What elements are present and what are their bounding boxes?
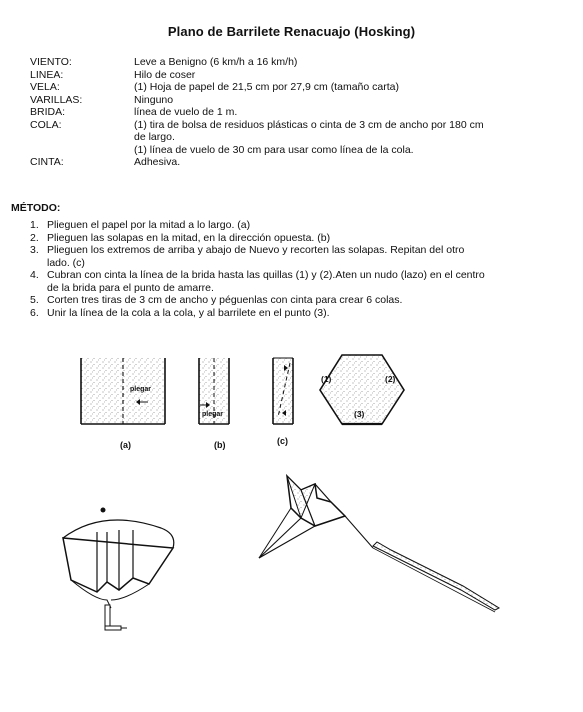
step-line: Cubran con cinta la línea de la brida hasta las quillas (1) y (2).Aten un nudo (lazo) en el centro <box>47 269 485 281</box>
spec-key: VIENTO: <box>30 56 72 68</box>
method-heading: MÉTODO: <box>11 202 61 214</box>
figure-c-fold-diagram <box>270 355 296 430</box>
figure-b-fold-text: plegar <box>202 411 224 418</box>
step-item <box>30 294 535 307</box>
figure-c-caption: (c) <box>277 436 288 446</box>
spec-value-line: (1) Hoja de papel de 21,5 cm por 27,9 cm (tamaño carta) <box>134 81 399 93</box>
spec-value <box>134 56 550 69</box>
spec-value <box>134 94 550 107</box>
steps-list <box>30 219 535 319</box>
spec-key: BRIDA: <box>30 106 66 118</box>
step-number: 6. <box>30 306 39 319</box>
spec-value <box>134 106 550 119</box>
spec-value <box>134 119 550 157</box>
spec-viento <box>30 56 550 69</box>
spec-value <box>134 156 550 169</box>
step-item <box>30 219 535 232</box>
figure-b-fold-diagram <box>196 355 232 430</box>
spec-value-line: Ninguno <box>134 93 174 106</box>
step-number: 5. <box>30 294 39 306</box>
spec-key: LINEA: <box>30 68 64 81</box>
spec-brida <box>30 106 550 119</box>
figure-b-caption: (b) <box>214 440 226 450</box>
hex-label-2: (2) <box>385 374 396 384</box>
step-text <box>47 294 535 307</box>
step-text <box>47 232 535 245</box>
hex-label-3: (3) <box>354 409 365 419</box>
spec-value-line: línea de vuelo de 1 m. <box>134 106 238 118</box>
step-line: Plieguen las solapas en la mitad, en la dirección opuesta. (b) <box>47 231 331 244</box>
spec-value-line: Leve a Benigno (6 km/h a 16 km/h) <box>134 56 298 68</box>
spec-key: COLA: <box>30 118 62 131</box>
step-item <box>30 307 535 320</box>
hex-label-1: (1) <box>321 374 332 384</box>
step-line: de la brida para el punto de amarre. <box>47 281 214 294</box>
spec-value-line: Hilo de coser <box>134 68 196 81</box>
spec-key: VARILLAS: <box>30 93 83 106</box>
step-number: 4. <box>30 269 39 281</box>
spec-cola <box>30 119 550 157</box>
step-line: lado. (c) <box>47 256 85 269</box>
spec-linea <box>30 69 550 82</box>
spec-cinta <box>30 156 550 169</box>
spec-value-line: (1) tira de bolsa de residuos plásticas o cinta de 3 cm de ancho por 180 cm <box>134 118 484 131</box>
spec-vela <box>30 81 550 94</box>
spec-varillas <box>30 94 550 107</box>
spec-value-line: Adhesiva. <box>134 156 181 168</box>
spec-key: VELA: <box>30 81 60 93</box>
spec-key: CINTA: <box>30 156 64 168</box>
spec-value <box>134 69 550 82</box>
step-text <box>47 219 535 232</box>
step-line: Unir la línea de la cola a la cola, y al barrilete en el punto (3). <box>47 306 330 319</box>
step-item <box>30 269 535 294</box>
figure-a-fold-text: plegar <box>130 386 152 393</box>
step-line: Plieguen los extremos de arriba y abajo de Nuevo y recorten las solapas. Repitan del otro <box>47 244 465 256</box>
spec-value-line: de largo. <box>134 131 175 143</box>
step-text <box>47 307 535 320</box>
step-line: Plieguen el papel por la mitad a lo largo. (a) <box>47 219 251 231</box>
step-number: 3. <box>30 244 39 256</box>
figure-kite-flight-view <box>255 468 505 623</box>
figure-a-fold-diagram <box>78 355 168 430</box>
figure-a-caption: (a) <box>120 440 131 450</box>
step-text <box>47 244 535 269</box>
spec-value-line: (1) línea de vuelo de 30 cm para usar como línea de la cola. <box>134 143 414 156</box>
step-item <box>30 232 535 245</box>
specs-list <box>30 56 550 169</box>
step-number: 1. <box>30 219 39 231</box>
document-title: Plano de Barrilete Renacuajo (Hosking) <box>167 24 416 39</box>
spec-value <box>134 81 550 94</box>
step-line: Corten tres tiras de 3 cm de ancho y péguenlas con cinta para crear 6 colas. <box>47 294 403 306</box>
figure-kite-front-view <box>55 500 185 635</box>
step-text <box>47 269 535 294</box>
step-number: 2. <box>30 231 39 244</box>
step-item <box>30 244 535 269</box>
